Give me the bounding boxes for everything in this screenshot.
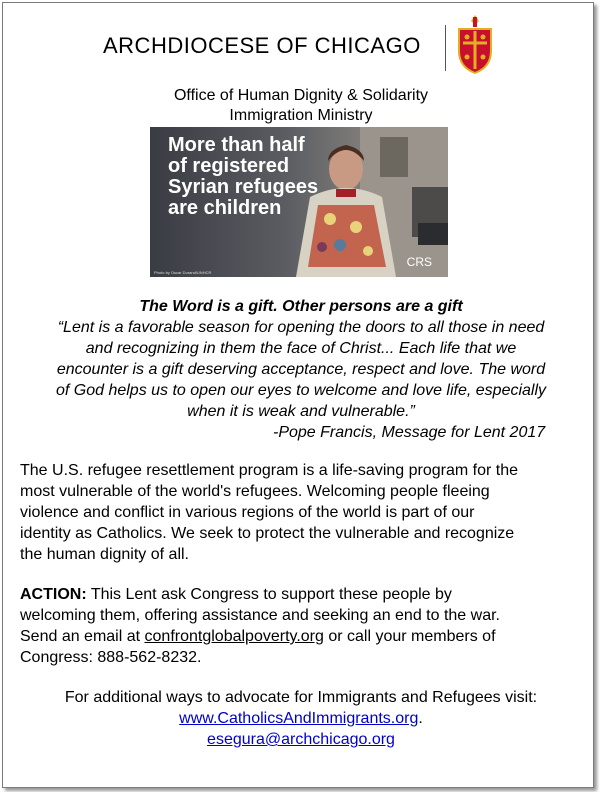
flyer-page (2, 2, 594, 788)
archdiocese-seal-icon (455, 15, 495, 77)
crs-logo (407, 255, 432, 269)
program-line: most vulnerable of the world's refugees. Welcoming people fleeing (20, 483, 490, 500)
website-suffix: . (418, 710, 423, 727)
action-text: This Lent ask Congress to support these people by (86, 586, 452, 603)
photo-credit: Photo by Oscar Durand/UNHCR (154, 270, 212, 275)
quote-line: encounter is a gift deserving acceptance, respect and love. The word (56, 361, 546, 378)
quote-line: when it is weak and vulnerable.” (187, 403, 415, 420)
action-line (20, 628, 496, 646)
archdiocese-title: ARCHDIOCESE OF CHICAGO (103, 33, 421, 58)
program-line: identity as Catholics. We seek to protect the vulnerable and recognize (20, 525, 515, 542)
headline-line: of registered (168, 155, 290, 177)
footer-website-line (3, 710, 599, 728)
headline-line: Syrian refugees (168, 176, 319, 198)
action-line: Congress: 888-562-8232. (20, 649, 202, 666)
crs-logo-text: CRS (406, 255, 432, 269)
action-text: or call your members of (323, 628, 496, 645)
program-line: violence and conflict in various regions of the world is part of our (20, 504, 475, 521)
photo-headline (168, 135, 328, 219)
footer-email-line (3, 731, 599, 749)
quote-line: of God helps us to open our eyes to welcome and love life, especially (55, 382, 547, 399)
action-line (20, 586, 452, 604)
quote-line: and recognizing in them the face of Christ... Each life that we (85, 340, 517, 357)
program-line: the human dignity of all. (20, 546, 189, 563)
program-line: The U.S. refugee resettlement program is a life-saving program for the (20, 462, 518, 479)
refugee-child-photo (150, 127, 448, 277)
quote-title: The Word is a gift. Other persons are a gift (139, 298, 463, 315)
confront-poverty-link[interactable]: confrontglobalpoverty.org (144, 628, 324, 645)
footer-intro: For additional ways to advocate for Immigrants and Refugees visit: (64, 689, 538, 706)
headline-line: More than half (168, 134, 305, 156)
action-label: ACTION: (20, 586, 87, 603)
headline-line: are children (168, 197, 282, 219)
email-link[interactable]: esegura@archchicago.org (207, 731, 395, 748)
quote-line: “Lent is a favorable season for opening the doors to all those in need (57, 319, 545, 336)
office-name: Office of Human Dignity & Solidarity (173, 87, 429, 104)
ministry-name: Immigration Ministry (229, 107, 373, 124)
website-link[interactable]: www.CatholicsAndImmigrants.org (179, 710, 419, 727)
action-line: welcoming them, offering assistance and seeking an end to the war. (20, 607, 500, 624)
action-text: Send an email at (20, 628, 145, 645)
quote-attribution: -Pope Francis, Message for Lent 2017 (273, 424, 546, 441)
header-divider (445, 25, 446, 71)
